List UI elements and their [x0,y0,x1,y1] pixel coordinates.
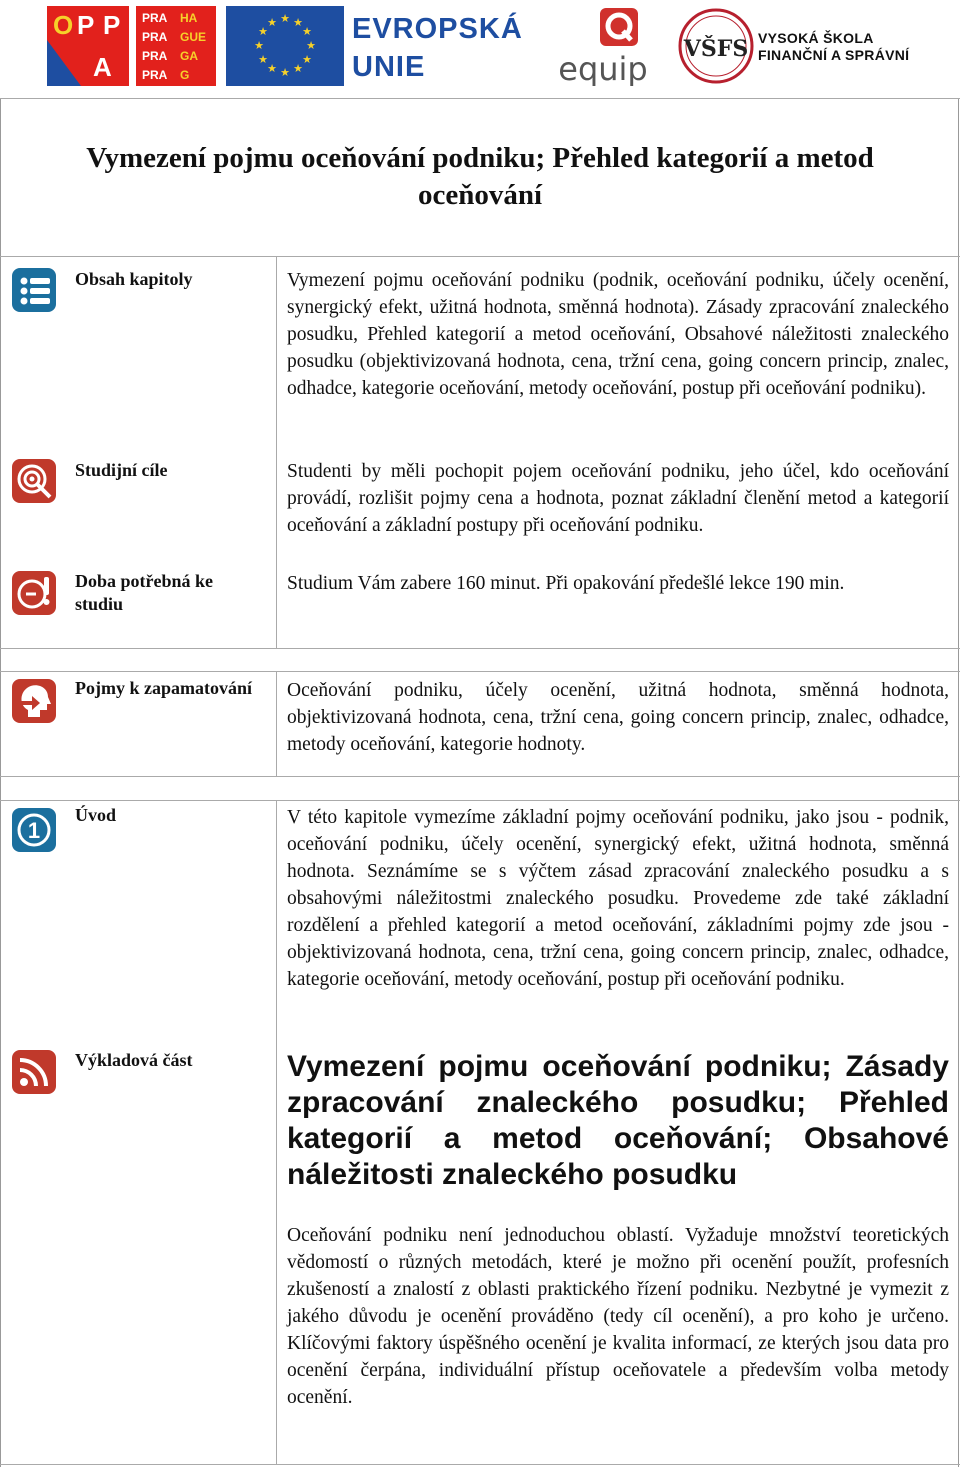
row-label-uvod: Úvod [75,805,117,825]
column-divider [276,671,277,776]
section-heading: Vymezení pojmu oceňování podniku; Zásady zpracování znaleckého posudku; Přehled kategorií a metod oceňování; Obsahové náležitosti znaleckého posudku [287,1050,949,1191]
row-text-uvod: V této kapitole vymezíme základní pojmy oceňování podniku, jako jsou - podnik, oceňování podniku, účely ocenění, synergický efekt, užitná hodnota, směnná hodnota. Seznámíme se s výčtem zásad zpracování znaleckého posudku a s obsahovými náležitostmi znaleckého posudku. Provedeme zde také základní rozdělení a přehled kategorií a metod oceňování, základními pojmy zde jsou - objektivizovaná hodnota, cena, tržní cena, going concern princip, znalec, odhadce, kategorie oceňování, metody oceňování, postup při oceňování podniku. [287,807,949,990]
row-text-pojmy: Oceňování podniku, účely ocenění, užitná hodnota, směnná hodnota, objektivizovaná hodnota, cena, tržní cena, going concern princip, znalec, odhadce, metody oceňování, kategorie hodnoty. [287,680,949,755]
equip-label: equip [558,50,648,86]
praha-text: HA [180,11,198,25]
praha-text: G [180,68,190,82]
column-divider [276,800,277,1464]
opp-letter: P [77,10,95,40]
svg-text:★: ★ [302,25,312,38]
eu-flag-icon [226,6,344,86]
broadcast-icon [10,1048,58,1096]
row-label-cile: Studijní cíle [75,460,168,480]
svg-text:★: ★ [258,53,268,66]
row-text-obsah: Vymezení pojmu oceňování podniku (podnik, oceňování podniku, účely ocenění, synergický efekt, užitná hodnota, směnná hodnota). Zásady zpracování znaleckého posudku, Přehled kategorií a metod oceňování, Obsahové náležitosti znaleckého posudku (objektivizovaná hodnota, cena, tržní cena, going concern princip, znalec, odhadce, kategorie oceňování, metody oceňování, postup při oceňování podniku). [287,270,949,399]
equip-logo [553,6,653,86]
logo-header [0,0,960,98]
head-arrow-icon [10,677,58,725]
target-icon [10,457,58,505]
row-divider [0,671,960,672]
svg-text:★: ★ [306,39,316,52]
row-text-doba: Studium Vám zabere 160 minut. Při opakování předešlé lekce 190 min. [287,573,845,594]
praha-text: PRA [142,11,168,25]
vsfs-seal-logo [676,6,756,86]
vsfs-label-line1: VYSOKÁ ŠKOLA [758,30,874,46]
page-title: Vymezení pojmu oceňování podniku; Přehled kategorií a metod oceňování [86,142,874,211]
svg-text:★: ★ [293,62,303,75]
vsfs-label-line2: FINANČNÍ A SPRÁVNÍ [758,47,910,63]
frame-border [958,99,959,1467]
vsfs-label [758,30,909,64]
svg-text:★: ★ [258,25,268,38]
row-text-cile: Studenti by měli pochopit pojem oceňování podniku, jeho účel, kdo oceňování provádí, rozlišit pojmy cena a hodnota, poznat základní členění metod a kategorií oceňování a základní postupy při oceňování podniku. [287,461,949,536]
row-label-doba: Doba potřebná ke studiu [75,571,214,614]
eu-label-line2: UNIE [352,51,426,83]
list-icon [10,266,58,314]
row-divider [0,800,960,801]
opp-letter: P [103,10,121,40]
praha-text: PRA [142,49,168,63]
row-label-pojmy: Pojmy k zapamatování [75,678,252,698]
svg-text:★: ★ [280,12,290,25]
praha-text: PRA [142,30,168,44]
row-divider [0,648,960,649]
opp-letter: O [53,10,74,40]
vsfs-monogram: VŠFS [683,36,749,62]
praha-text: GUE [180,30,207,44]
frame-border [0,99,1,1467]
eu-label-line1: EVROPSKÁ [352,13,523,45]
number-one-icon [10,806,58,854]
opp-letter: A [93,52,112,82]
svg-text:★: ★ [267,62,277,75]
svg-text:★: ★ [267,16,277,29]
row-label-vyklad: Výkladová část [75,1050,193,1070]
column-divider [276,256,277,648]
praha-text: PRA [142,68,168,82]
svg-text:★: ★ [254,39,264,52]
row-divider [0,1464,960,1465]
row-label-obsah: Obsah kapitoly [75,269,193,289]
clock-alert-icon [10,569,58,617]
eu-label [352,10,523,86]
svg-text:★: ★ [302,53,312,66]
row-text-vyklad: Oceňování podniku není jednoduchou oblastí. Vyžaduje množství teoretických vědomostí o různých metodách, které je možno při ocenění použít, profesních zkušeností a znalostí z oblasti praktického řízení podniku. Nezbytné je vymezit z jakého důvodu je ocenění prováděno (tedy cíl ocenění), a pro koho je určeno. Klíčovými faktory úspěšného ocenění je kvalita informací, ze kterých jsou data pro ocenění čerpána, individuální přístup oceňovatele a především volba metody ocenění. [287,1225,949,1408]
praha-logo [136,6,216,86]
praha-text: GA [180,49,198,63]
opp-praha-logo [47,6,129,86]
svg-text:★: ★ [280,66,290,79]
svg-text:1: 1 [27,818,41,843]
header-divider [0,98,960,99]
row-divider [0,776,960,777]
row-divider [0,256,960,257]
svg-text:★: ★ [293,16,303,29]
